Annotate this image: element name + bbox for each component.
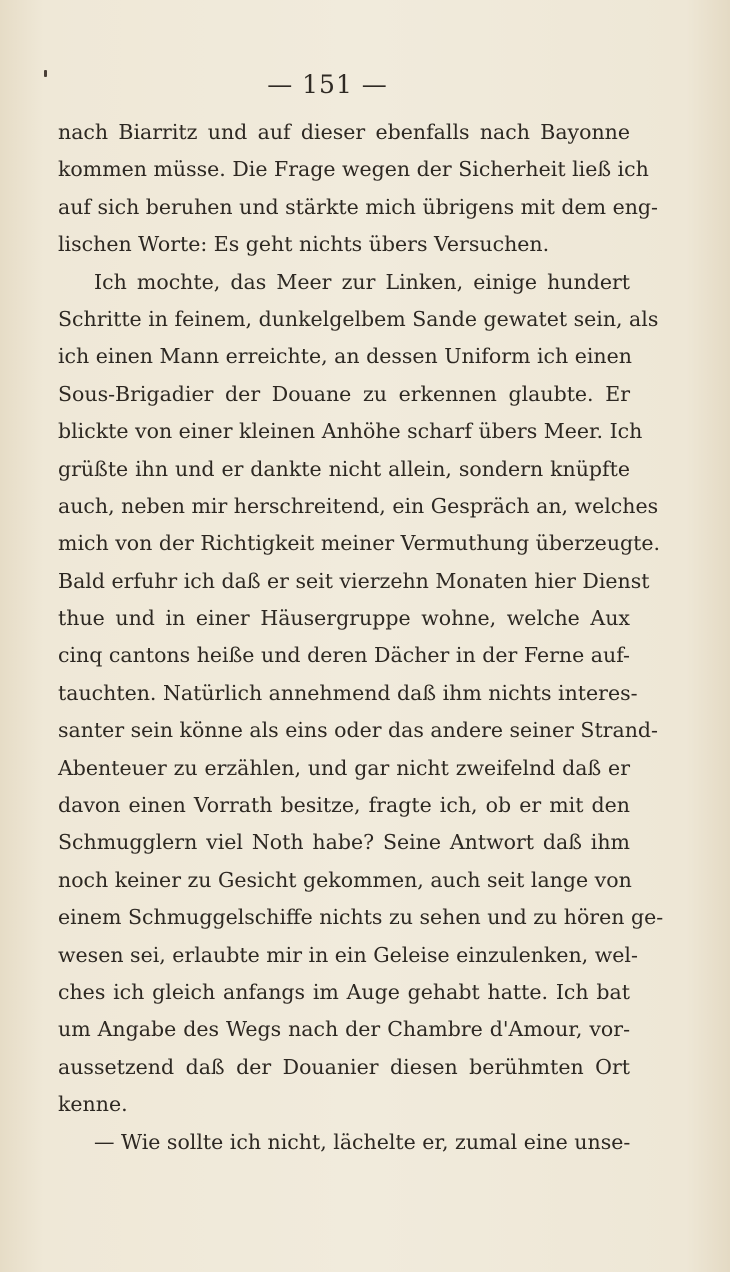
text-line: Abenteuer zu erzählen, und gar nicht zweifelnd daß er: [58, 755, 630, 780]
text-line: auf sich beruhen und stärkte mich übrigens mit dem eng-: [58, 194, 658, 219]
text-line: aussetzend daß der Douanier diesen berühmten Ort: [58, 1054, 630, 1079]
text-line: auch, neben mir herschreitend, ein Gespräch an, welches: [58, 493, 659, 518]
text-line: noch keiner zu Gesicht gekommen, auch seit lange von: [58, 867, 632, 892]
text-line: Sous-Brigadier der Douane zu erkennen glaubte. Er: [58, 381, 630, 406]
text-line: blickte von einer kleinen Anhöhe scharf übers Meer. Ich: [58, 419, 643, 444]
text-line: Schmugglern viel Noth habe? Seine Antwort daß ihm: [58, 830, 630, 855]
text-line: kommen müsse. Die Frage wegen der Sicherheit ließ ich: [58, 157, 649, 182]
text-line: um Angabe des Wegs nach der Chambre d'Amour, vor-: [58, 1017, 630, 1042]
text-line: cinq cantons heiße und deren Dächer in der Ferne auf-: [58, 643, 630, 668]
text-line: davon einen Vorrath besitze, fragte ich, ob er mit den: [58, 793, 630, 818]
text-line: thue und in einer Häusergruppe wohne, welche Aux: [58, 606, 630, 631]
text-line: kenne.: [58, 1092, 128, 1117]
text-line: nach Biarritz und auf dieser ebenfalls nach Bayonne: [58, 120, 630, 144]
text-line: Schritte in feinem, dunkelgelbem Sande gewatet sein, als: [58, 306, 659, 331]
page-number: — 151 —: [267, 70, 388, 99]
text-line: grüßte ihn und er dankte nicht allein, sondern knüpfte: [58, 456, 630, 481]
text-line: wesen sei, erlaubte mir in ein Geleise einzulenken, wel-: [58, 942, 638, 967]
text-line: einem Schmuggelschiffe nichts zu sehen und zu hören ge-: [58, 905, 664, 930]
text-line: santer sein könne als eins oder das andere seiner Strand-: [58, 718, 658, 743]
text-line: — Wie sollte ich nicht, lächelte er, zumal eine unse-: [94, 1129, 631, 1154]
text-line: Bald erfuhr ich daß er seit vierzehn Monaten hier Dienst: [58, 568, 650, 593]
text-line: ich einen Mann erreichte, an dessen Uniform ich einen: [58, 344, 632, 369]
text-line: tauchten. Natürlich annehmend daß ihm nichts interes-: [58, 680, 638, 705]
body-text: [58, 114, 664, 1161]
text-line: mich von der Richtigkeit meiner Vermuthung überzeugte.: [58, 531, 661, 556]
text-line: ches ich gleich anfangs im Auge gehabt hatte. Ich bat: [58, 979, 630, 1004]
text-line: Ich mochte, das Meer zur Linken, einige hundert: [94, 269, 630, 294]
text-line: lischen Worte: Es geht nichts übers Versuchen.: [58, 232, 550, 257]
